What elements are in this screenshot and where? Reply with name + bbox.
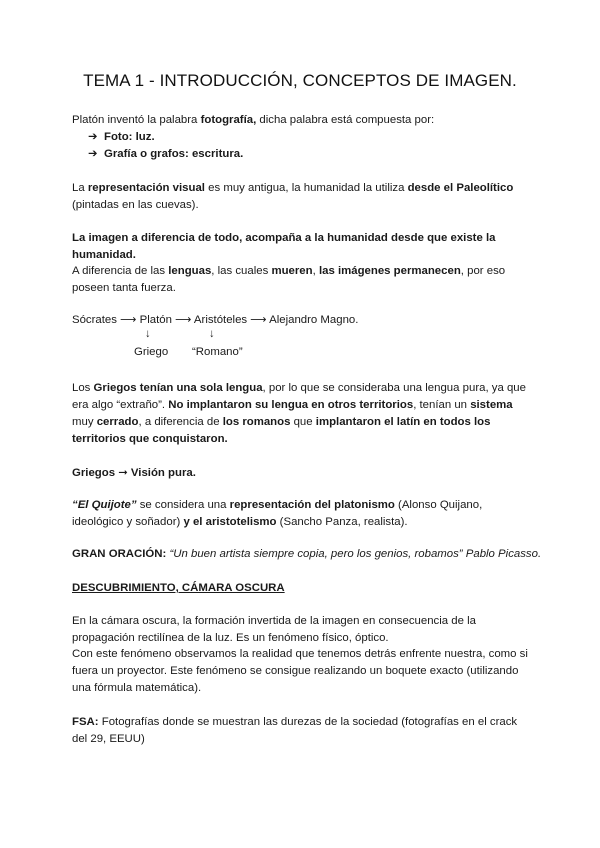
- bold-span: mueren: [271, 265, 313, 277]
- bold-span: GRAN ORACIÓN:: [72, 548, 167, 560]
- paragraph-lenguas: [72, 263, 522, 297]
- bold-span: FSA:: [72, 716, 99, 728]
- label-griego: Griego: [134, 346, 169, 358]
- text-span: (Alonso Quijano, ideológico y soñador): [72, 499, 483, 528]
- bold-italic-span: “El Quijote”: [72, 499, 137, 511]
- text-span: , por eso poseen tanta fuerza.: [72, 265, 506, 294]
- bullet-item: [88, 129, 243, 146]
- down-arrow-icon: ↓: [209, 328, 215, 340]
- text-span: ,: [312, 265, 319, 277]
- italic-span: “Un buen artista siempre copia, pero los genios, robamos” Pablo Picasso.: [166, 548, 542, 560]
- paragraph-gran-oracion: [72, 546, 552, 563]
- philosophers-chain: Sócrates ⟶ Platón ⟶ Aristóteles ⟶ Alejandro Magno.: [72, 314, 359, 326]
- text-span: dicha palabra está compuesta por:: [256, 114, 435, 126]
- bullet-text: Grafía o grafos: escritura.: [104, 148, 244, 160]
- paragraph-platon: [72, 112, 534, 129]
- text-span: , por lo que se consideraba una lengua pura, ya que era algo “extraño”.: [72, 382, 526, 411]
- bold-underlined-span: DESCUBRIMIENTO, CÁMARA OSCURA: [72, 582, 285, 594]
- bullet-item: [88, 146, 243, 163]
- text-span: es muy antigua, la humanidad la utiliza: [204, 182, 408, 194]
- bullet-list: [88, 129, 243, 163]
- paragraph-quijote: [72, 497, 534, 531]
- arrow-icon: ➔: [88, 131, 98, 143]
- arrow-icon: ➔: [88, 148, 98, 160]
- bold-span: representación del platonismo: [229, 499, 395, 511]
- bold-span: cerrado: [96, 416, 139, 428]
- paragraph-vision-pura: [72, 465, 534, 482]
- text-span: Los: [72, 382, 94, 394]
- text-span: Platón inventó la palabra: [72, 114, 201, 126]
- down-arrow-icon: ↓: [145, 328, 151, 340]
- bold-span: sistema: [470, 399, 513, 411]
- paragraph-fenomeno: Con este fenómeno observamos la realidad que tenemos detrás enfrente nuestra, como si fuera un proyector. Este fenómeno se consigue realizando un boquete exacto (utilizando una fórmula matemática).: [72, 648, 528, 694]
- bold-span: No implantaron su lengua en otros territorios: [168, 399, 414, 411]
- page-title: TEMA 1 - INTRODUCCIÓN, CONCEPTOS DE IMAGEN.: [83, 71, 517, 90]
- text-span: A diferencia de las: [72, 265, 169, 277]
- bold-span: Griegos ➞ Visión pura.: [72, 467, 196, 479]
- text-span: La: [72, 182, 88, 194]
- bold-span: desde el Paleolítico: [407, 182, 514, 194]
- bold-span: fotografía,: [200, 114, 257, 126]
- section-heading: [72, 580, 534, 597]
- bold-span: representación visual: [87, 182, 205, 194]
- paragraph-representacion: [72, 180, 527, 214]
- text-span: , a diferencia de: [138, 416, 223, 428]
- text-span: Fotografías donde se muestran las durezas de la sociedad (fotografías en el crack del 29, EEUU): [72, 716, 518, 745]
- text-span: que: [290, 416, 316, 428]
- bold-span: La imagen a diferencia de todo, acompaña a la humanidad desde que existe la humanidad.: [72, 232, 496, 261]
- bullet-text: Foto: luz.: [104, 131, 155, 143]
- bold-span: las imágenes permanecen: [318, 265, 461, 277]
- paragraph-camara-oscura: En la cámara oscura, la formación invertida de la imagen en consecuencia de la propagación rectilínea de la luz. Es un fenómeno físico, óptico.: [72, 615, 476, 644]
- text-span: se considera una: [136, 499, 230, 511]
- text-span: muy: [72, 416, 97, 428]
- text-span: , las cuales: [211, 265, 272, 277]
- text-span: , tenían un: [413, 399, 471, 411]
- text-span: (Sancho Panza, realista).: [276, 516, 408, 528]
- bold-span: implantaron el latín en todos los territorios que conquistaron.: [72, 416, 491, 445]
- bold-span: los romanos: [222, 416, 291, 428]
- paragraph-griegos: [72, 380, 530, 448]
- paragraph-fsa: [72, 714, 527, 748]
- bold-span: lenguas: [168, 265, 212, 277]
- text-span: (pintadas en las cuevas).: [72, 199, 199, 211]
- paragraph-imagen: [72, 230, 542, 264]
- label-romano: “Romano”: [192, 346, 243, 358]
- bold-span: Griegos tenían una sola lengua: [93, 382, 263, 394]
- bold-span: y el aristotelismo: [183, 516, 277, 528]
